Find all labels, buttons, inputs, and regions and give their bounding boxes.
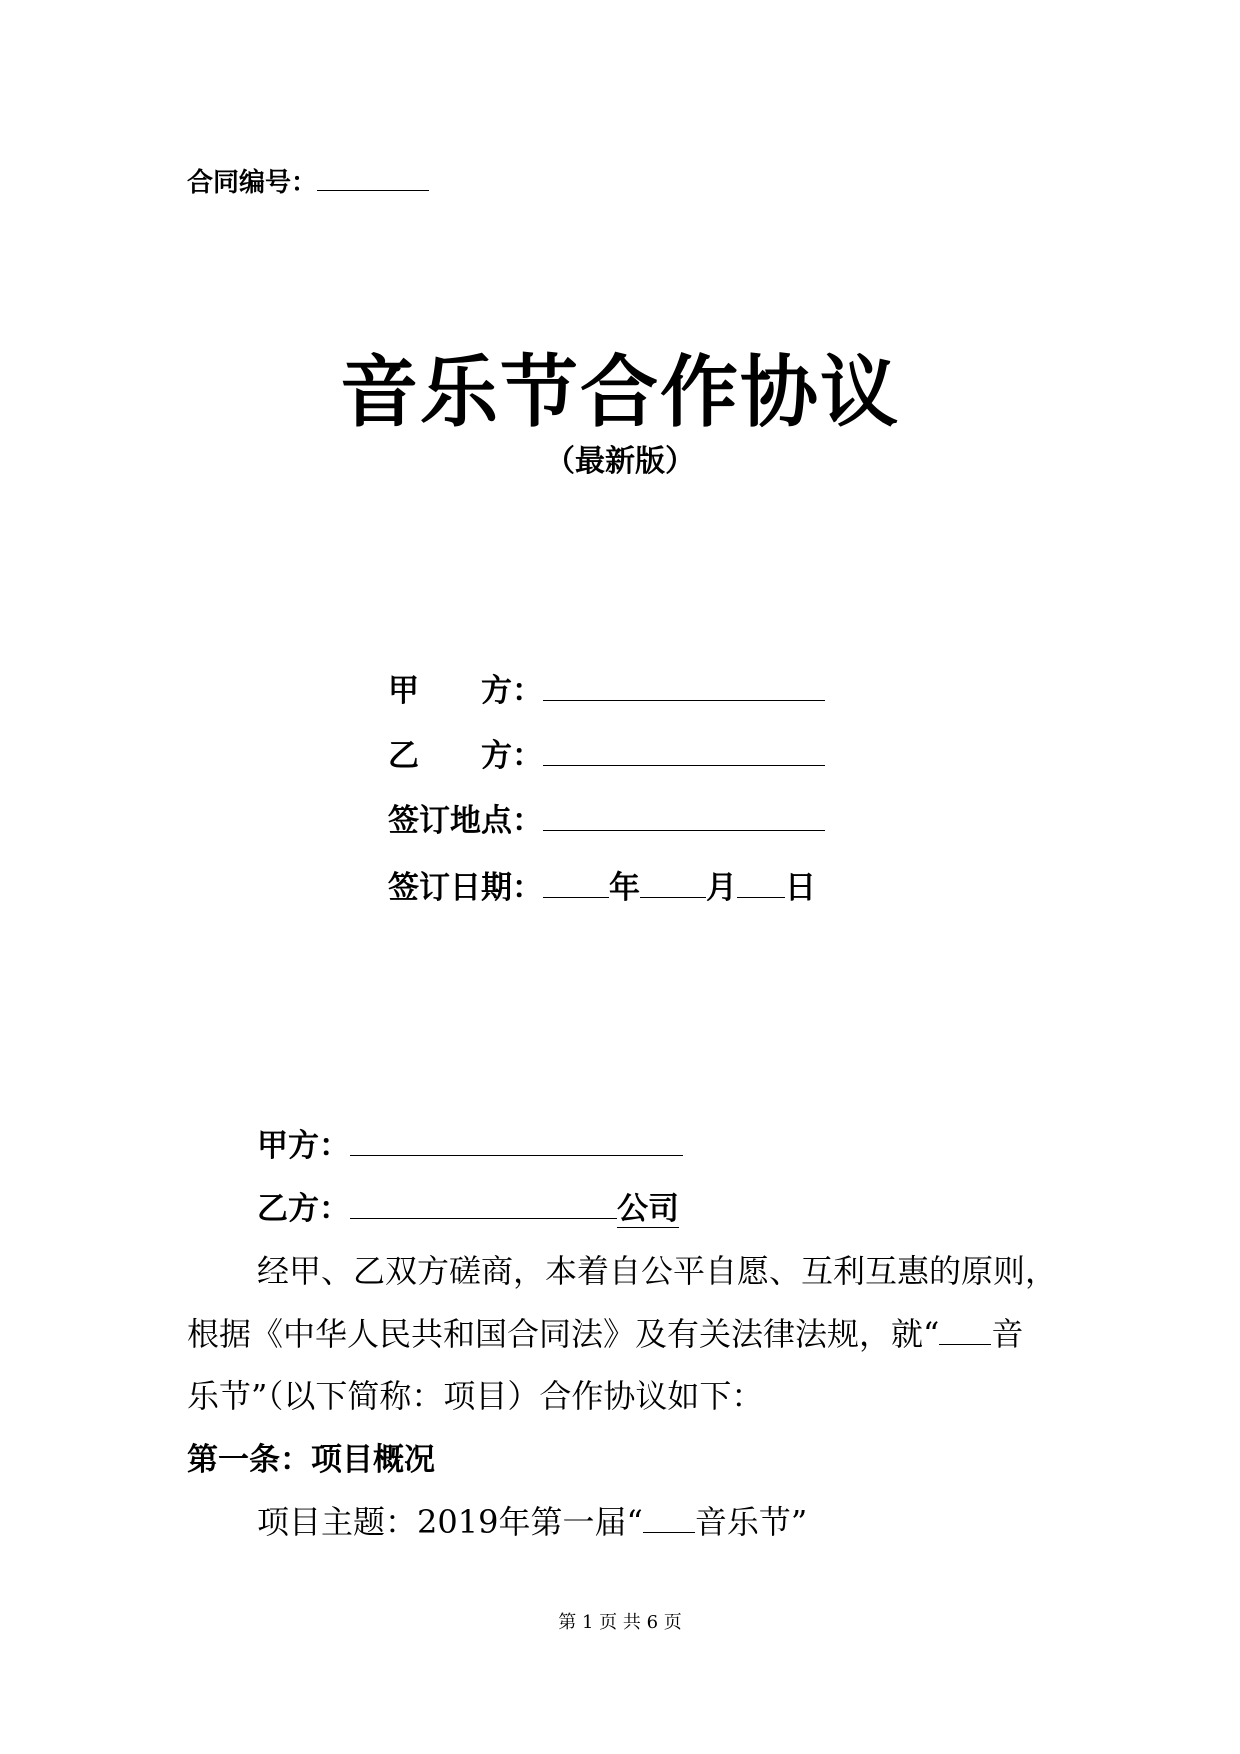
project-theme-line [257,1497,807,1543]
date-month-unit: 月 [706,870,737,906]
date-day-blank [737,866,785,898]
date-label: 签订日期： [388,870,543,906]
cover-field-label: 签订地点： [388,803,543,839]
festival-name-blank [643,1500,695,1533]
project-theme-suffix: 音乐节” [694,1503,808,1541]
party-b-suffix: 公司 [617,1191,679,1227]
party-b-blank [350,1187,617,1219]
cover-field-label: 甲 方： [388,673,543,709]
festival-name-blank [939,1312,991,1345]
body-paragraph-line-3: 乐节”（以下简称：项目）合作协议如下： [187,1377,764,1415]
contract-number-blank [317,164,429,191]
cover-field-blank [543,734,825,766]
article-1-heading: 第一条：项目概况 [187,1442,435,1478]
body-paragraph-line-2 [187,1309,1023,1355]
date-month-blank [640,866,706,898]
project-theme-prefix: 项目主题：2019年第一届“ [257,1503,643,1541]
party-a-blank [350,1124,683,1156]
party-a-label: 甲方： [257,1128,350,1164]
cover-field-signing-place [388,795,825,840]
cover-field-party-a [388,665,825,710]
date-year-blank [543,866,609,898]
body-paragraph-text: 根据《中华人民共和国合同法》及有关法律法规，就“ [187,1315,940,1353]
date-day-unit: 日 [785,870,816,906]
party-b-line [257,1183,679,1228]
date-year-unit: 年 [609,870,640,906]
body-paragraph-line-1: 经甲、乙双方磋商，本着自公平自愿、互利互惠的原则， [257,1252,1058,1290]
cover-field-label: 乙 方： [388,738,543,774]
party-a-line [257,1120,683,1165]
document-subtitle: （最新版） [545,444,695,479]
document-title: 音乐节合作协议 [339,348,900,438]
page-footer: 第 1 页 共 6 页 [558,1612,682,1633]
contract-number [187,162,429,199]
cover-field-signing-date [388,862,816,907]
contract-number-label: 合同编号： [187,168,318,198]
cover-field-blank [543,799,825,831]
body-paragraph-text: 音 [991,1315,1024,1353]
party-b-label: 乙方： [257,1191,350,1227]
cover-field-party-b [388,730,825,775]
cover-field-blank [543,669,825,701]
